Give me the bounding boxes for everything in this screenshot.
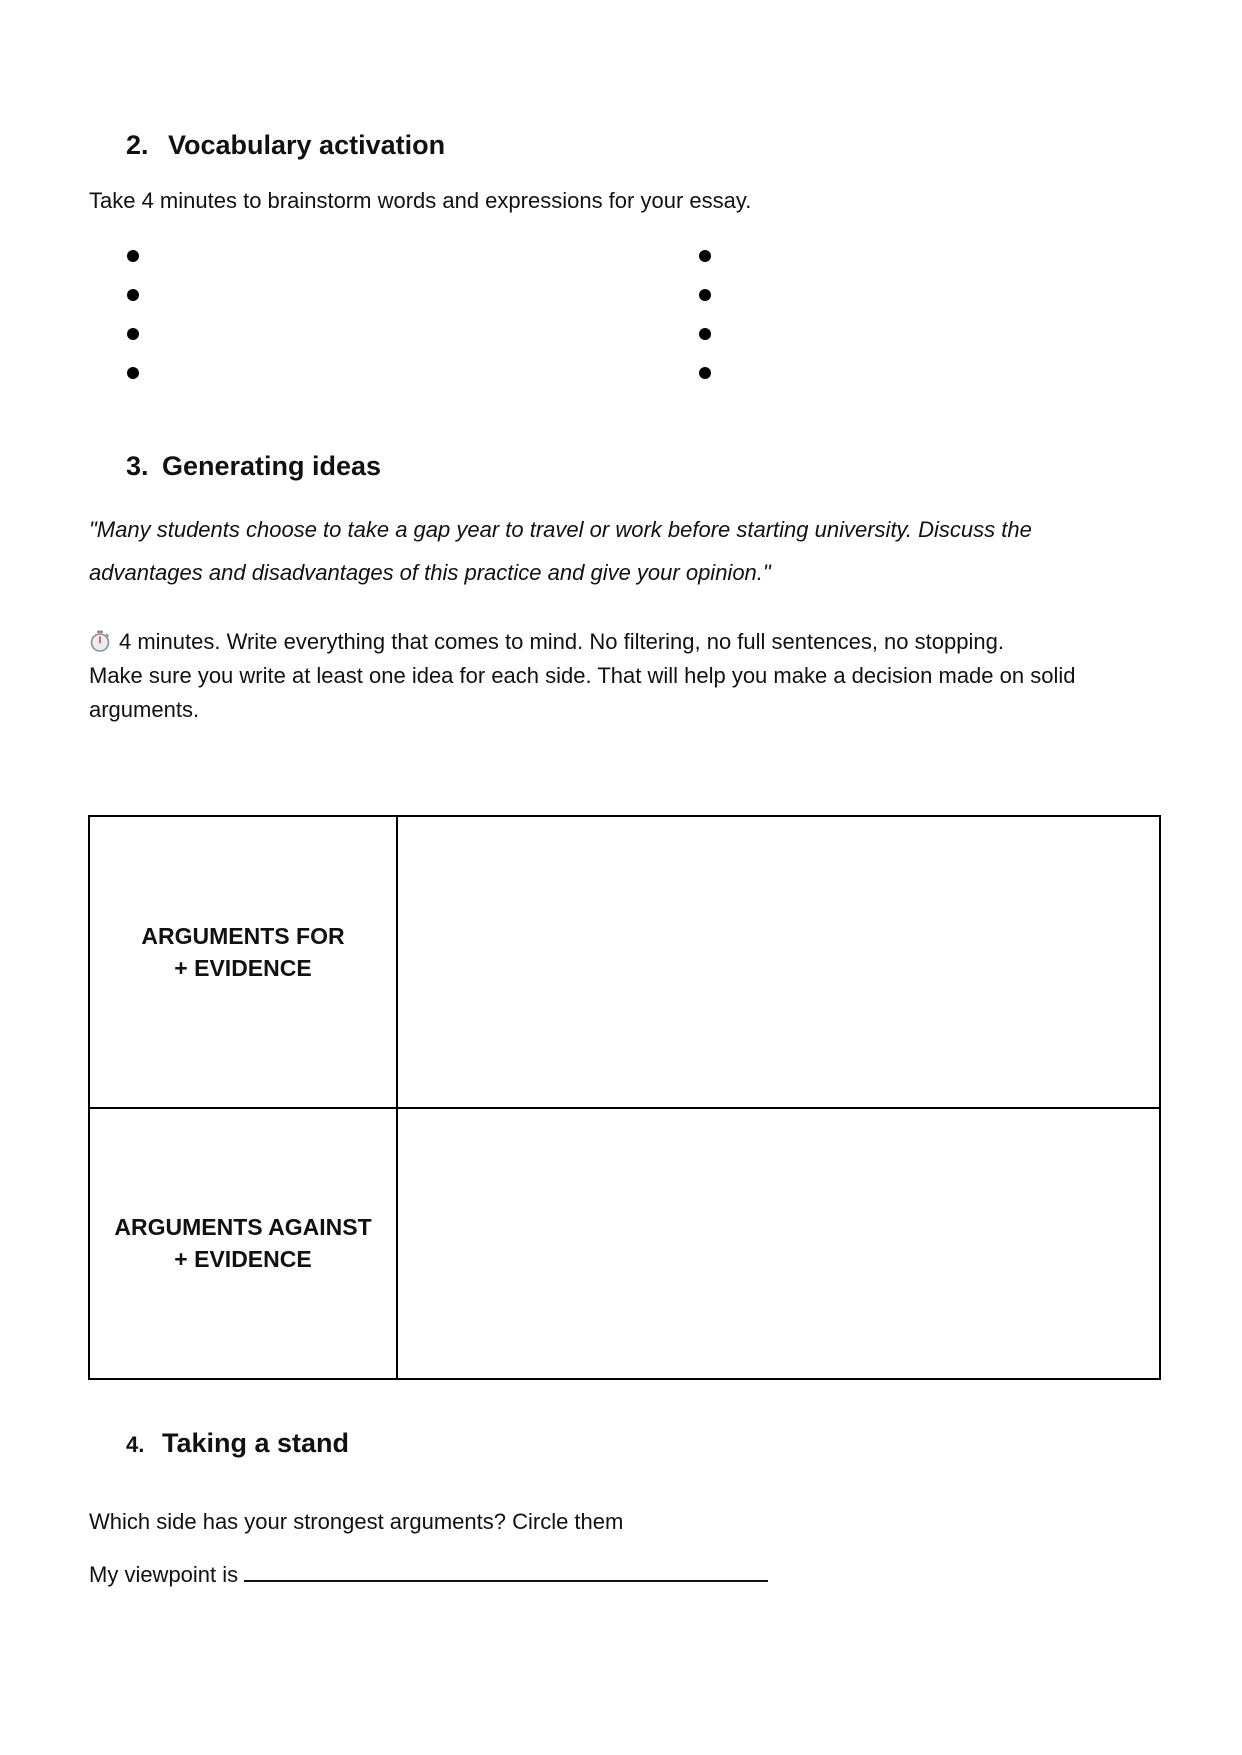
stopwatch-icon (89, 628, 111, 650)
section-3-title: Generating ideas (162, 451, 382, 481)
arguments-for-label-line-2: + EVIDENCE (174, 955, 312, 981)
section-4-title: Taking a stand (162, 1428, 350, 1458)
arguments-against-label-line-1: ARGUMENTS AGAINST (114, 1214, 372, 1240)
section-3-heading (126, 451, 381, 482)
bullet-point (699, 250, 711, 262)
arguments-against-answer-cell[interactable] (398, 1109, 1159, 1378)
section-3-number: 3. (126, 451, 149, 481)
bullet-point (127, 250, 139, 262)
instruction-line-3: arguments. (89, 697, 200, 722)
timer-instruction (89, 625, 1004, 659)
arguments-against-label (90, 1211, 396, 1275)
bullet-point (127, 289, 139, 301)
bullet-point (699, 328, 711, 340)
arguments-table (88, 815, 1161, 1380)
viewpoint-answer-blank[interactable] (244, 1556, 768, 1582)
section-2-instruction: Take 4 minutes to brainstorm words and expressions for your essay. (89, 188, 752, 213)
section-2-heading (126, 130, 445, 161)
section-2-title: Vocabulary activation (168, 130, 446, 160)
arguments-for-answer-cell[interactable] (398, 817, 1159, 1107)
strongest-arguments-question: Which side has your strongest arguments? Circle them (89, 1509, 624, 1534)
essay-prompt-line-2: advantages and disadvantages of this practice and give your opinion." (89, 560, 771, 585)
instruction-line-2: Make sure you write at least one idea for each side. That will help you make a decision made on solid (89, 663, 1076, 688)
bullet-point (127, 367, 139, 379)
section-4-heading (126, 1428, 349, 1459)
bullet-point (699, 367, 711, 379)
viewpoint-label: My viewpoint is (89, 1562, 239, 1587)
arguments-for-label (90, 920, 396, 984)
bullet-point (127, 328, 139, 340)
viewpoint-line (89, 1556, 768, 1592)
section-2-number: 2. (126, 130, 149, 160)
arguments-for-label-line-1: ARGUMENTS FOR (141, 923, 345, 949)
bullet-point (699, 289, 711, 301)
essay-prompt-line-1: "Many students choose to take a gap year to travel or work before starting university. Discuss the (89, 517, 1032, 542)
section-4-number: 4. (126, 1432, 145, 1457)
arguments-against-label-line-2: + EVIDENCE (174, 1246, 312, 1272)
timer-instruction-text: 4 minutes. Write everything that comes to mind. No filtering, no full sentences, no stopping. (119, 629, 1004, 654)
